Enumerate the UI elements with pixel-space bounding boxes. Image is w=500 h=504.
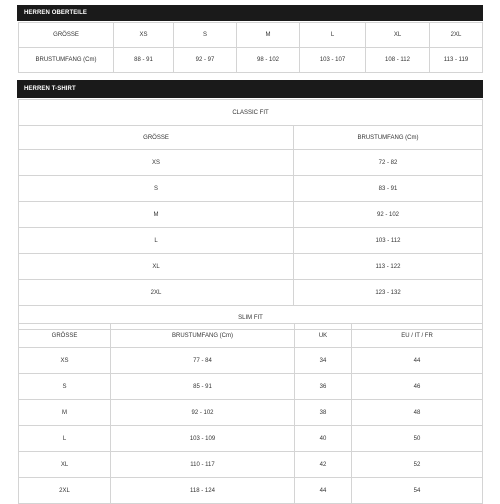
table-cell: XL xyxy=(19,452,111,478)
table-cell: L xyxy=(19,228,294,254)
table-row xyxy=(19,100,483,126)
table-cell: 54 xyxy=(352,478,483,504)
table-cell: GRÖSSE xyxy=(19,23,114,48)
table-cell: M xyxy=(237,23,300,48)
table-cell: 38 xyxy=(295,400,352,426)
table-row xyxy=(19,348,483,374)
table-cell: L xyxy=(19,426,111,452)
table-row xyxy=(19,228,483,254)
table-cell: 44 xyxy=(352,348,483,374)
table-cell: GRÖSSE xyxy=(19,126,294,150)
table-cell: 103 - 112 xyxy=(294,228,483,254)
table-cell: 92 - 97 xyxy=(174,48,237,73)
table-cell: BRUSTUMFANG (Cm) xyxy=(111,324,295,348)
table-cell: 123 - 132 xyxy=(294,280,483,306)
herren-oberteile-size-table xyxy=(18,22,483,73)
table-cell: UK xyxy=(295,324,352,348)
section-header-herren-oberteile xyxy=(17,5,483,21)
table-row xyxy=(19,48,483,73)
table-row xyxy=(19,400,483,426)
table-cell: XS xyxy=(19,348,111,374)
table-row xyxy=(19,126,483,150)
table-cell: 36 xyxy=(295,374,352,400)
table-row xyxy=(19,452,483,478)
table-cell: M xyxy=(19,400,111,426)
table-cell: 2XL xyxy=(430,23,483,48)
table-row xyxy=(19,23,483,48)
classic-fit-size-table xyxy=(18,99,483,330)
table-cell: XS xyxy=(114,23,174,48)
table-row xyxy=(19,150,483,176)
table-cell: 50 xyxy=(352,426,483,452)
table-cell: 85 - 91 xyxy=(111,374,295,400)
table-cell: 34 xyxy=(295,348,352,374)
table-cell: L xyxy=(300,23,366,48)
table-cell: 83 - 91 xyxy=(294,176,483,202)
table-row xyxy=(19,374,483,400)
table-cell: 88 - 91 xyxy=(114,48,174,73)
table-cell: 2XL xyxy=(19,280,294,306)
slim-fit-title: SLIM FIT xyxy=(19,306,483,330)
table-cell: GRÖSSE xyxy=(19,324,111,348)
table-row xyxy=(19,280,483,306)
table-cell: S xyxy=(19,176,294,202)
table-cell: 113 - 119 xyxy=(430,48,483,73)
table-cell: 108 - 112 xyxy=(366,48,430,73)
table-cell: EU / IT / FR xyxy=(352,324,483,348)
classic-fit-title: CLASSIC FIT xyxy=(19,100,483,126)
table-cell: 40 xyxy=(295,426,352,452)
table-row xyxy=(19,176,483,202)
table-cell: S xyxy=(174,23,237,48)
table-cell: S xyxy=(19,374,111,400)
section-header-herren-tshirt xyxy=(17,80,483,98)
table-cell: 110 - 117 xyxy=(111,452,295,478)
table-cell: 44 xyxy=(295,478,352,504)
table-cell: 98 - 102 xyxy=(237,48,300,73)
table-cell: BRUSTUMFANG (Cm) xyxy=(19,48,114,73)
table-cell: 118 - 124 xyxy=(111,478,295,504)
table-cell: 46 xyxy=(352,374,483,400)
table-row xyxy=(19,426,483,452)
table-cell: 77 - 84 xyxy=(111,348,295,374)
table-cell: 103 - 109 xyxy=(111,426,295,452)
table-cell: 113 - 122 xyxy=(294,254,483,280)
table-cell: M xyxy=(19,202,294,228)
table-cell: 52 xyxy=(352,452,483,478)
table-row xyxy=(19,324,483,348)
table-cell: 103 - 107 xyxy=(300,48,366,73)
table-cell: BRUSTUMFANG (Cm) xyxy=(294,126,483,150)
table-row xyxy=(19,202,483,228)
table-cell: 2XL xyxy=(19,478,111,504)
table-cell: XL xyxy=(366,23,430,48)
table-cell: XS xyxy=(19,150,294,176)
table-row xyxy=(19,254,483,280)
table-cell: 72 - 82 xyxy=(294,150,483,176)
slim-fit-size-table xyxy=(18,323,483,504)
table-cell: 42 xyxy=(295,452,352,478)
table-cell: 92 - 102 xyxy=(111,400,295,426)
table-cell: 48 xyxy=(352,400,483,426)
section-title: HERREN T-SHIRT xyxy=(24,86,76,92)
table-cell: XL xyxy=(19,254,294,280)
section-title: HERREN OBERTEILE xyxy=(24,10,87,16)
table-cell: 92 - 102 xyxy=(294,202,483,228)
